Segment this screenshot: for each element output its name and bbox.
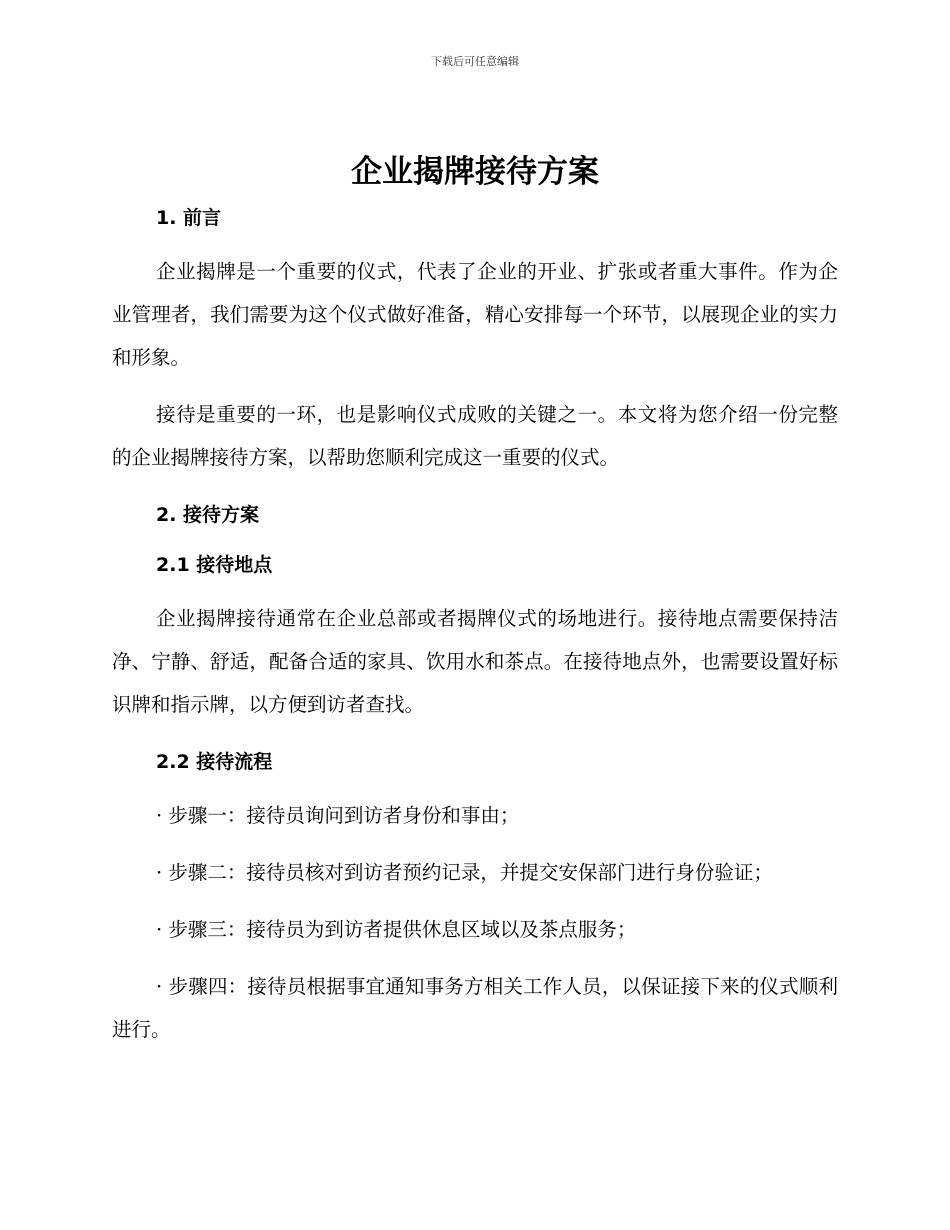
preface-paragraph-2: 接待是重要的一环，也是影响仪式成败的关键之一。本文将为您介绍一份完整的企业揭牌接待方案，以帮助您顺利完成这一重要的仪式。: [112, 403, 838, 469]
process-step-4: · 步骤四：接待员根据事宜通知事务方相关工作人员，以保证接下来的仪式顺利进行。: [112, 975, 838, 1041]
document-body: [112, 148, 838, 1051]
page-header: 下载后可任意编辑: [431, 55, 519, 68]
preface-paragraph-1: 企业揭牌是一个重要的仪式，代表了企业的开业、扩张或者重大事件。作为企业管理者，我们需要为这个仪式做好准备，精心安排每一个环节，以展现企业的实力和形象。: [112, 260, 838, 369]
process-step-1: · 步骤一：接待员询问到访者身份和事由；: [156, 804, 520, 827]
section-heading-reception-process: 2.2 接待流程: [156, 751, 273, 773]
section-heading-reception-location: 2.1 接待地点: [156, 554, 273, 576]
document-title: 企业揭牌接待方案: [351, 154, 599, 190]
process-step-3: · 步骤三：接待员为到访者提供休息区域以及茶点服务；: [156, 918, 637, 941]
section-heading-reception-plan: 2. 接待方案: [156, 504, 260, 526]
reception-location-paragraph: 企业揭牌接待通常在企业总部或者揭牌仪式的场地进行。接待地点需要保持洁净、宁静、舒适，配备合适的家具、饮用水和茶点。在接待地点外，也需要设置好标识牌和指示牌，以方便到访者查找。: [112, 607, 838, 716]
process-step-2: · 步骤二：接待员核对到访者预约记录，并提交安保部门进行身份验证；: [156, 861, 773, 884]
section-heading-preface: 1. 前言: [156, 207, 222, 229]
